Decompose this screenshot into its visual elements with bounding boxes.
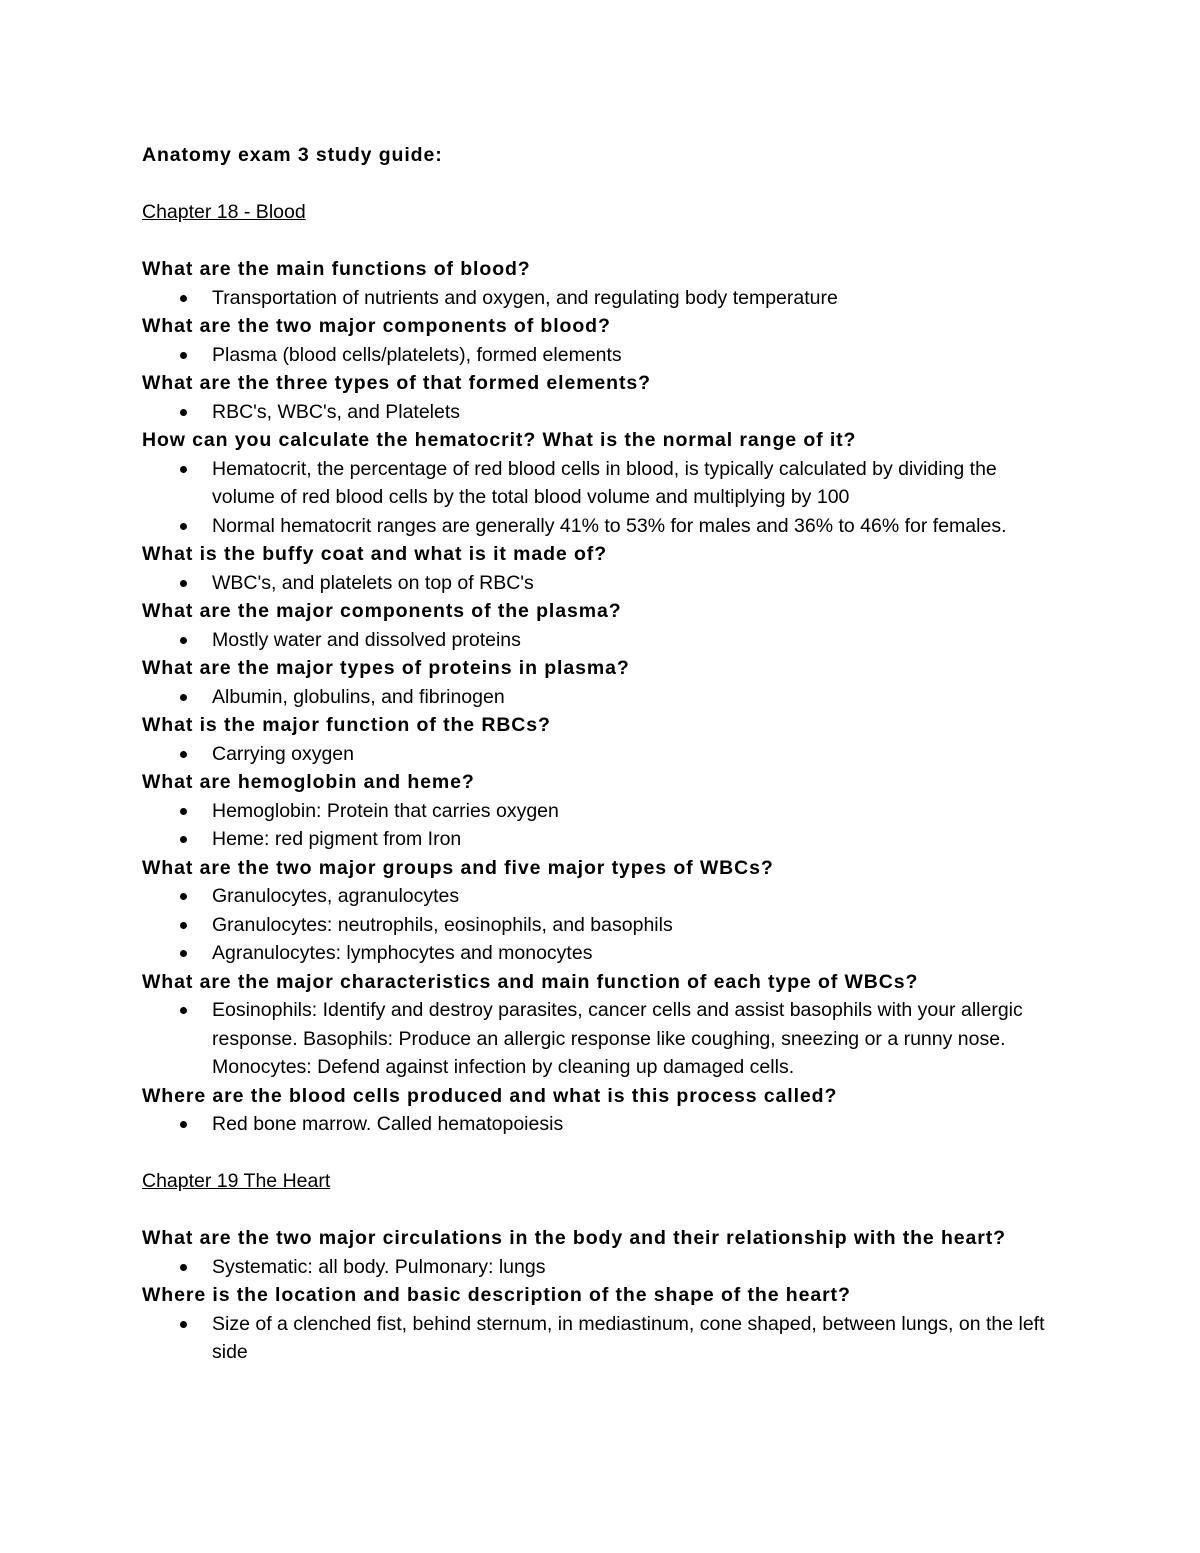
answer-list <box>142 683 1062 712</box>
answer-item <box>142 1310 1062 1367</box>
answer-text: Hematocrit, the percentage of red blood cells in blood, is typically calculated by dividing the volume of red blood cells by the total blood volume and multiplying by 100 <box>212 457 997 508</box>
answer-text: RBC's, WBC's, and Platelets <box>212 400 461 423</box>
spacer <box>142 170 1062 199</box>
question: What are the two major components of blood? <box>142 315 611 337</box>
question: What are the two major groups and five major types of WBCs? <box>142 856 774 879</box>
answer-item <box>142 1110 1062 1139</box>
answer-text: Carrying oxygen <box>212 742 354 765</box>
answer-item <box>142 882 1062 911</box>
answer-text: Hemoglobin: Protein that carries oxygen <box>212 799 559 822</box>
bullet-icon <box>180 836 187 843</box>
answer-text: Albumin, globulins, and fibrinogen <box>212 685 505 708</box>
answer-list <box>142 284 1062 313</box>
answer-text: Red bone marrow. Called hematopoiesis <box>212 1113 564 1135</box>
bullet-icon <box>180 950 187 957</box>
answer-text: Granulocytes, agranulocytes <box>212 885 460 907</box>
question: What is the major function of the RBCs? <box>142 714 551 736</box>
chapter-heading[interactable]: Chapter 19 The Heart <box>142 1170 331 1192</box>
question: What are hemoglobin and heme? <box>142 771 475 793</box>
answer-item <box>142 284 1062 313</box>
question: What are the major characteristics and main function of each type of WBCs? <box>142 970 919 993</box>
spacer <box>142 1196 1062 1225</box>
answer-item <box>142 740 1062 769</box>
answer-list <box>142 882 1062 968</box>
answer-item <box>142 341 1062 370</box>
answer-text: Mostly water and dissolved proteins <box>212 628 521 651</box>
answer-item <box>142 398 1062 427</box>
answer-text: Eosinophils: Identify and destroy parasites, cancer cells and assist basophils with your allergic response. Basophils: Produce an allergic response like coughing, sneezing or a runny nose. Monocytes: Defend against infection by cleaning up damaged cells. <box>212 999 1023 1078</box>
bullet-icon <box>180 466 187 473</box>
question: What are the main functions of blood? <box>142 258 531 280</box>
answer-list <box>142 996 1062 1082</box>
document-page <box>142 141 1062 1367</box>
answer-text: Granulocytes: neutrophils, eosinophils, and basophils <box>212 913 673 936</box>
answer-list <box>142 740 1062 769</box>
answer-item <box>142 911 1062 940</box>
answer-list <box>142 341 1062 370</box>
bullet-icon <box>180 922 187 929</box>
bullet-icon <box>180 523 187 530</box>
question: How can you calculate the hematocrit? What is the normal range of it? <box>142 429 857 451</box>
question: What are the two major circulations in the body and their relationship with the heart? <box>142 1227 1006 1249</box>
bullet-icon <box>180 751 187 758</box>
answer-text: Systematic: all body. Pulmonary: lungs <box>212 1255 546 1278</box>
answer-item <box>142 455 1062 512</box>
answer-text: Size of a clenched fist, behind sternum, in mediastinum, cone shaped, between lungs, on the left side <box>212 1312 1045 1363</box>
question: What is the buffy coat and what is it made of? <box>142 543 608 565</box>
spacer <box>142 1139 1062 1168</box>
answer-item <box>142 512 1062 541</box>
answer-item <box>142 996 1062 1082</box>
answer-item <box>142 797 1062 826</box>
answer-list <box>142 1253 1062 1282</box>
bullet-icon <box>180 637 187 644</box>
bullet-icon <box>180 893 187 900</box>
answer-item <box>142 825 1062 854</box>
answer-list <box>142 455 1062 541</box>
answer-list <box>142 797 1062 854</box>
bullet-icon <box>180 580 187 587</box>
bullet-icon <box>180 1264 187 1271</box>
chapter-heading[interactable]: Chapter 18 - Blood <box>142 201 306 223</box>
answer-list <box>142 569 1062 598</box>
bullet-icon <box>180 295 187 302</box>
answer-text: Normal hematocrit ranges are generally 41% to 53% for males and 36% to 46% for females. <box>212 514 1007 537</box>
answer-item <box>142 683 1062 712</box>
answer-text: Plasma (blood cells/platelets), formed elements <box>212 343 622 366</box>
answer-text: Agranulocytes: lymphocytes and monocytes <box>212 942 593 964</box>
document-title: Anatomy exam 3 study guide: <box>142 144 443 166</box>
question: Where is the location and basic description of the shape of the heart? <box>142 1284 851 1306</box>
answer-list <box>142 626 1062 655</box>
answer-list <box>142 398 1062 427</box>
bullet-icon <box>180 409 187 416</box>
answer-item <box>142 939 1062 968</box>
bullet-icon <box>180 1321 187 1328</box>
bullet-icon <box>180 1007 187 1014</box>
question: Where are the blood cells produced and what is this process called? <box>142 1084 838 1107</box>
answer-item <box>142 1253 1062 1282</box>
answer-text: WBC's, and platelets on top of RBC's <box>212 571 534 594</box>
bullet-icon <box>180 808 187 815</box>
answer-item <box>142 626 1062 655</box>
spacer <box>142 227 1062 256</box>
chapter-section-heart <box>142 1167 1062 1367</box>
bullet-icon <box>180 694 187 701</box>
chapter-section-blood <box>142 198 1062 1139</box>
question: What are the three types of that formed elements? <box>142 372 651 394</box>
bullet-icon <box>180 352 187 359</box>
answer-list <box>142 1110 1062 1139</box>
question: What are the major components of the plasma? <box>142 600 622 622</box>
bullet-icon <box>180 1121 187 1128</box>
answer-text: Heme: red pigment from Iron <box>212 828 462 850</box>
answer-text: Transportation of nutrients and oxygen, and regulating body temperature <box>212 286 838 309</box>
answer-list <box>142 1310 1062 1367</box>
answer-item <box>142 569 1062 598</box>
question: What are the major types of proteins in plasma? <box>142 657 630 679</box>
